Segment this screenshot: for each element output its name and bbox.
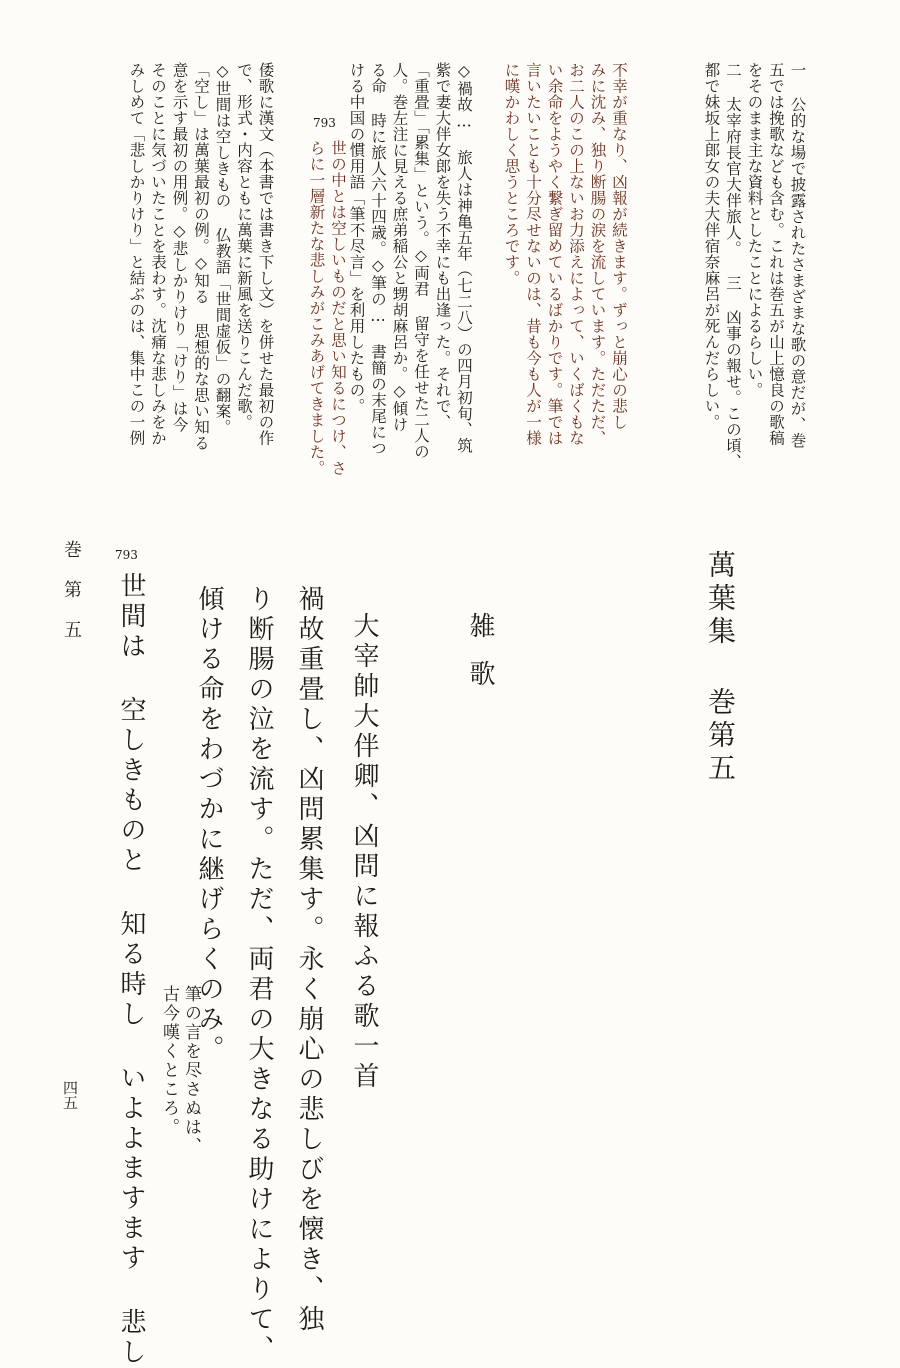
commentary-line: る命 時に旅人六十四歳。◇筆の… 書簡の末尾につ: [369, 62, 387, 456]
note-line: 一 公的な場で披露されたさまざまな歌の意だが、巻: [788, 62, 807, 449]
prose-line-3: 傾ける命をわづかに継げらくのみ。: [194, 585, 224, 1065]
commentary-line: みしめて「悲しかりけり」と結ぶのは、集中この一例: [127, 62, 146, 446]
commentary-line: 世の中とは空しいものだと思い知るにつけ、さ: [329, 140, 347, 476]
commentary-poem-number: 793: [313, 116, 336, 130]
note-line: 二 太宰府長官大伴旅人。 三 凶事の報せ。この頃、: [724, 62, 742, 470]
poem-heading: 大宰帥大伴卿、凶問に報ふる歌一首: [349, 612, 379, 1092]
translation-line: い余命をようやく繋ぎ留めているばかりです。筆では: [545, 62, 564, 446]
poem-number: 793: [115, 548, 138, 562]
page-number: 四五: [61, 1080, 79, 1110]
translation-line: に嘆かわしく思うところです。: [502, 62, 521, 286]
inline-note-line: 筆の言を尽さぬは、: [181, 985, 201, 1156]
commentary-line: ◇世間は空しきもの 仏教語「世間虚仮」の翻案。: [213, 62, 232, 435]
translation-line: みに沈み、独り断腸の涙を流しています。ただただ、: [588, 62, 607, 446]
poem-text: 世間は 空しきものと 知る時し いよよますます 悲し: [116, 572, 146, 1368]
chapter-title: 萬葉集 巻第五: [704, 550, 737, 786]
commentary-line: 倭歌に漢文（本書では書き下し文）を併せた最初の作: [256, 62, 275, 446]
commentary-line: 人。巻左注に見える庶弟稲公と甥胡麻呂か。◇傾け: [390, 62, 409, 433]
commentary-line: らに一層新たな悲しみがこみあげてきました。: [307, 140, 326, 476]
translation-line: お二人のこの上ないお力添えによって、いくばくもな: [567, 62, 585, 446]
prose-inline-note: [158, 985, 202, 1156]
note-line: をそのまま主な資料としたことによるらしい。: [745, 62, 764, 398]
section-title: 雑歌: [465, 612, 495, 708]
note-line: 五では挽歌なども含む。これは巻五が山上憶良の歌稿: [767, 62, 785, 446]
note-line: 都で妹坂上郎女の夫大伴宿奈麻呂が死んだらしい。: [702, 62, 721, 430]
commentary-line: 紫で妻大伴女郎を失う不幸にも出逢った。それで、: [433, 62, 452, 430]
note-1: [700, 62, 808, 542]
commentary-line: ける中国の慣用語「筆不尽言」を利用したもの。: [347, 62, 366, 414]
commentary-line: 意を示す最初の用例。◇悲しかりけり「けり」は今: [170, 62, 189, 433]
translation-line: 言いたいことも十分尽せないのは、昔も今も人が一様: [524, 62, 542, 446]
translation-line: 不幸が重なり、凶報が続きます。ずっと崩心の悲し: [610, 62, 628, 430]
commentary-line: で、形式・内容ともに萬葉に新風を送りこんだ歌。: [235, 62, 253, 430]
translation-block: [500, 62, 629, 542]
commentary-block-1: [345, 62, 474, 542]
commentary-line: 「空し」は萬葉最初の例。◇知る 思想的な思い知る: [192, 62, 210, 451]
commentary-block-2: [125, 62, 276, 542]
commentary-line: 「重畳」「累集」という。◇両君 留守を任せた二人の: [412, 62, 430, 460]
prose-line-1: 禍故重畳し、凶問累集す。永く崩心の悲しびを懐き、独: [294, 585, 324, 1335]
commentary-line: そのことに気づいたことを表わす。沈痛な悲しみをか: [149, 62, 167, 446]
running-head: 巻第五: [61, 540, 82, 660]
commentary-translation-793: [305, 140, 348, 540]
inline-note-line: 古今嘆くところ。: [159, 985, 179, 1137]
prose-line-2: り断腸の泣を流す。ただ、両君の大きなる助けによりて、: [244, 585, 274, 1365]
commentary-line: ◇禍故… 旅人は神亀五年（七二八）の四月初旬、筑: [455, 62, 473, 454]
